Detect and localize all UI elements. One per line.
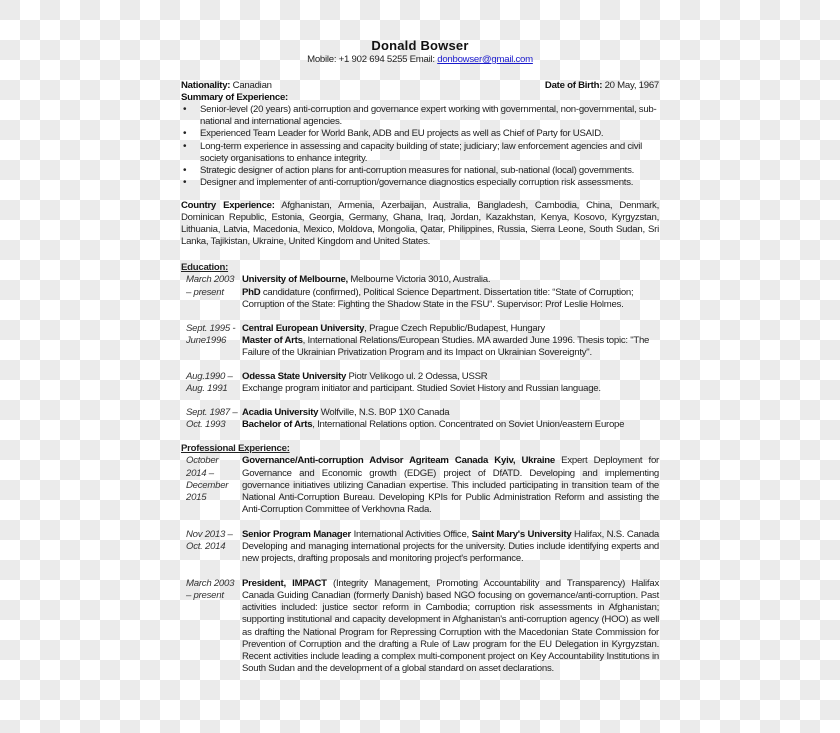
job-description: Halifax, N.S. Canada Developing and managing international projects for the university. Duties include identifying experts and new projects, drafting proposals and monitoring project's performance.: [242, 528, 659, 565]
date-line: March 2003: [186, 578, 235, 590]
degree-detail: Exchange program initiator and participant. Studied Soviet History and Russian language.: [242, 383, 601, 395]
institution: Odessa State University: [242, 370, 347, 382]
experience-body: [242, 578, 659, 675]
degree-detail: , International Relations option. Concentrated on Soviet Union/eastern Europe: [312, 419, 625, 431]
contact-phone: Mobile: +1 902 694 5255 Email:: [307, 54, 438, 65]
summary-list: [181, 104, 659, 189]
job-description: Expert Deployment for Governance and Economic growth (EDGE) project of DfATD. Developing and implementing governance initiatives utilizing Canadian expertise. This included participating in transition team of the National Anti-Corruption Bureau. Developing KPIs for Public Administration Reform and assisting the Anti-Corruption Committee of Verkhovna Rada.: [242, 455, 659, 515]
job-org: International Activities Office,: [350, 528, 472, 540]
degree: Master of Arts: [242, 334, 303, 346]
summary-bullet: • Long-term experience in assessing and capacity building of state; judiciary; law enforcement agencies and civil society organisations to enhance integrity.: [200, 141, 659, 165]
date-end: Aug. 1991: [186, 383, 228, 395]
date-line: October: [186, 455, 219, 467]
experience-entry: [181, 529, 659, 565]
job-title: Senior Program Manager: [242, 528, 351, 540]
dob-label: Date of Birth:: [544, 80, 603, 92]
nationality: [181, 80, 272, 92]
summary-bullet: • Designer and implementer of anti-corruption/governance diagnostics especially corruption risk assessments.: [200, 177, 659, 189]
institution-location: , Prague Czech Republic/Budapest, Hungary: [364, 322, 545, 334]
summary-bullet: • Strategic designer of action plans for anti-corruption measures for national, sub-national (local) governments.: [200, 165, 659, 177]
experience-entry: [181, 578, 659, 675]
dob-value: 20 May, 1967: [602, 80, 659, 92]
education-dates: [181, 323, 242, 359]
degree-detail: , International Relations/European Studies. MA awarded June 1996. Thesis topic: "The Failure of the Ukrainian Privatization Program and its Impact on Ukrainian Sovereignty".: [242, 334, 650, 358]
job-description: (Integrity Management, Promoting Accountability and Transparency) Halifax Canada Guiding Canadian (formerly Danish) based NGO focusing on governance/anti-corruption. Past activities included: justice sector reform in Cambodia; corruption risk assessments in Afghanistan; supporting institutional and capacity development in Afghanistan's anti-corruption agency (HOO) as well as drafting the National Program for Repressing Corruption with the Macedonian State Commission for Prevention of Corruption and the drafting a Rule of Law program for the EU Delegation in Kyrgyzstan. Recent activities include leading a complex multi-component project on Key Accountability Institutions in South Sudan and the development of a global standard on asset declarations.: [242, 578, 659, 674]
nationality-label: Nationality:: [181, 80, 231, 92]
education-entry: [181, 274, 659, 310]
institution: University of Melbourne,: [242, 274, 348, 286]
country-label: Country Experience:: [181, 199, 275, 211]
institution: Acadia University: [242, 407, 319, 419]
date-start: March 2003: [186, 274, 235, 286]
summary-bullet: • Experienced Team Leader for World Bank, ADB and EU projects as well as Chief of Party for USAID.: [200, 128, 659, 140]
degree: PhD: [242, 286, 261, 298]
country-experience: [181, 200, 659, 248]
job-title: Governance/Anti-corruption Advisor Agriteam Canada Kyiv, Ukraine: [242, 455, 555, 467]
education-heading: Education:: [181, 262, 229, 274]
summary-heading: [181, 92, 659, 104]
date-line: 2015: [186, 491, 207, 503]
education-body: [242, 323, 659, 359]
experience-entry: [181, 455, 659, 515]
education-body: [242, 407, 659, 431]
degree: Bachelor of Arts: [242, 419, 313, 431]
date-end: June1996: [186, 334, 227, 346]
education-body: [242, 371, 659, 395]
resume-name: Donald Bowser: [371, 38, 469, 53]
job-employer: Saint Mary's University: [471, 528, 572, 540]
email-link[interactable]: donbowser@gmail.com: [437, 54, 533, 65]
date-line: 2014 –: [186, 467, 214, 479]
education-dates: [181, 274, 242, 310]
experience-heading: Professional Experience:: [181, 443, 290, 455]
institution: Central European University: [242, 322, 365, 334]
nationality-value: Canadian: [230, 80, 272, 92]
education-entry: [181, 371, 659, 395]
experience-dates: [181, 529, 242, 565]
date-end: Oct. 1993: [186, 419, 226, 431]
date-line: Oct. 2014: [186, 541, 226, 552]
date-end: – present: [186, 286, 224, 298]
education-body: [242, 274, 659, 310]
summary-bullet: • Senior-level (20 years) anti-corruption and governance expert working with governmental, non-governmental, sub-national and international agencies.: [200, 104, 659, 128]
date-line: December: [186, 479, 229, 491]
date-of-birth: [545, 80, 659, 92]
resume-page: [181, 38, 659, 675]
education-entry: [181, 323, 659, 359]
institution-location: Piotr Velikogo ul. 2 Odessa, USSR: [346, 370, 488, 382]
education-dates: [181, 407, 242, 431]
contact-line: [181, 54, 659, 66]
country-list: Afghanistan, Armenia, Azerbaijan, Australia, Bangladesh, Cambodia, China, Denmark, Dominican Republic, Estonia, Georgia, Germany, Ghana, Iraq, Jordan, Kazakhstan, Kenya, Kosovo, Kyrgyzstan, Lithuania, Latvia, Macedonia, Mexico, Moldova, Mongolia, Qatar, Philippines, Russia, Sierra Leone, South Sudan, Sri Lanka, Tajikistan, Ukraine, United Kingdom and United States.: [181, 199, 659, 248]
institution-location: Wolfville, N.S. B0P 1X0 Canada: [318, 407, 450, 419]
date-start: Sept. 1987 –: [186, 407, 238, 419]
experience-dates: [181, 455, 242, 515]
degree-detail: candidature (confirmed), Political Science Department. Dissertation title: “State of Corruption; Corruption of the State: Fighting the Shadow State in the FSU”. Supervisor: Prof Leslie Holmes.: [242, 286, 634, 310]
experience-body: [242, 529, 659, 565]
date-start: Sept. 1995 -: [186, 322, 236, 334]
experience-dates: [181, 578, 242, 675]
education-entry: [181, 407, 659, 431]
job-title: President, IMPACT: [242, 578, 327, 590]
education-dates: [181, 371, 242, 395]
date-line: – present: [186, 590, 224, 602]
experience-body: [242, 455, 659, 515]
summary-heading-text: Summary of Experience:: [181, 92, 289, 104]
date-start: Aug.1990 –: [186, 370, 233, 382]
date-line: Nov 2013 –: [186, 528, 233, 540]
institution-location: Melbourne Victoria 3010, Australia.: [347, 274, 491, 286]
personal-row: [181, 80, 659, 92]
